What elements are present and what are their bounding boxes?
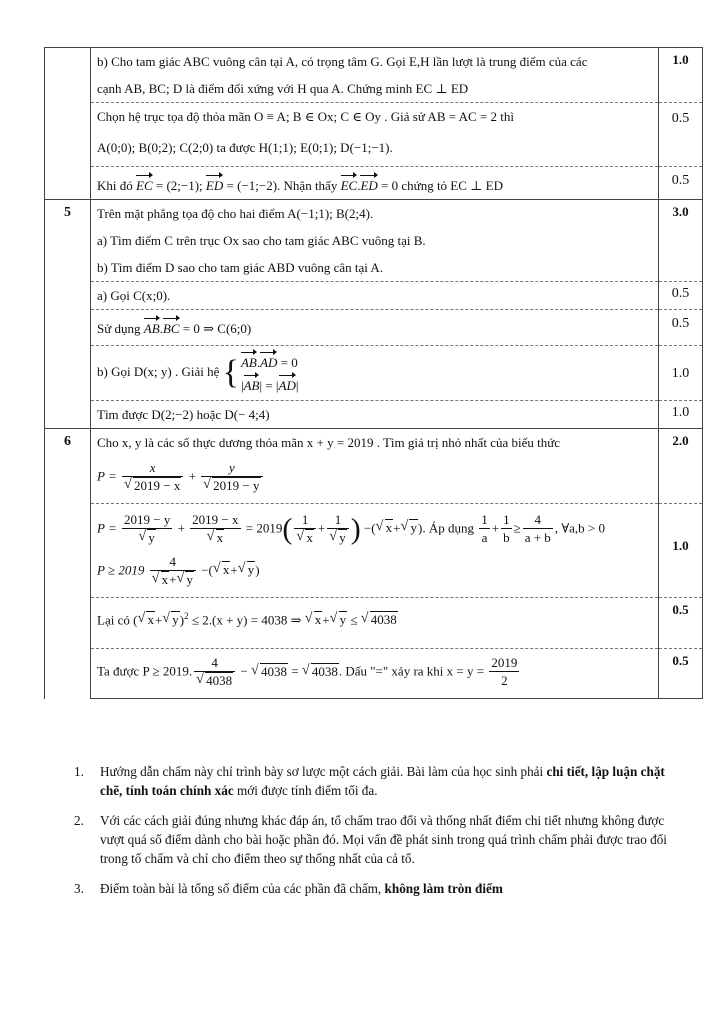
q6-step2: Lại có (√ x+√ y)$^2$ ≤ 2.(x + y) = 4038 ⇒ √ x+√ y ≤ √ 4038: [91, 598, 658, 648]
vector-ed: ED: [206, 173, 223, 196]
equation-system: { AB.AD = 0 |AB| = |AD|: [223, 350, 299, 396]
q5-prompt-line3: b) Tìm điểm D sao cho tam giác ABD vuông cân tại A.: [97, 260, 384, 275]
q6-step1-line2: P ≥ 2019 4 √ x+√ y −(√ x+√ y): [91, 550, 658, 597]
grading-notes: [74, 762, 674, 909]
q6-p-definition: P = x √ 2019 − x + y √ 2019 − y: [91, 456, 658, 503]
note-item: 2. Với các cách giải đúng nhưng khác đáp án, tổ chấm trao đổi và thống nhất điểm chi tiết nhưng không được vượt quá số điểm dành cho bài hoặc phần đó. Mọi vấn đề phát sinh trong quá trình chấm phải được trao đổi trong tổ chấm và chỉ cho điểm theo sự thống nhất của cả tổ.: [74, 813, 667, 866]
q5b-step2-row: [45, 401, 703, 429]
q5b-step2: Tìm được D(2;−2) hoặc D(− 4;4): [97, 407, 270, 422]
q4b-step1-line2: A(0;0); B(0;2); C(2;0) ta được H(1;1); E(0;1); D(−1;−1).: [97, 140, 393, 155]
q5b-step1-score: 1.0: [671, 366, 690, 381]
q4b-step1-line1: Chọn hệ trục tọa độ thỏa mãn O ≡ A; B ∈ Ox; C ∈ Oy . Giả sử AB = AC = 2 thì: [97, 109, 514, 124]
q6-step1-row: [45, 504, 703, 598]
q5-prompt-line2: a) Tìm điểm C trên trục Ox sao cho tam giác ABC vuông tại B.: [97, 233, 426, 248]
q6-step2-score: 0.5: [672, 602, 689, 617]
note-item: 1. Hướng dẫn chấm này chỉ trình bày sơ lược một cách giải. Bài làm của học sinh phải chi tiết, lập luận chặt chẽ, tính toán chính xác mới được tính điểm tối đa.: [74, 764, 665, 798]
q6-step2-row: [45, 598, 703, 649]
q6-step3-row: [45, 649, 703, 699]
q5a-step2-score: 0.5: [671, 316, 690, 331]
vector-ab: AB: [144, 316, 160, 339]
q5a-step2: Sử dụng AB.BC = 0 ⇒ C(6;0): [91, 310, 658, 345]
q6-step3-score: 0.5: [672, 653, 689, 669]
vector-ec-dot: EC: [341, 173, 358, 196]
vector-ec: EC: [136, 173, 153, 196]
q6-prompt-row: [45, 429, 703, 504]
q5a-step1-row: [45, 282, 703, 310]
q5a-step1-score: 0.5: [671, 286, 690, 301]
q6-step3: Ta được P ≥ 2019. 4 √ 4038 − √ 4038 = √ 4038. Dấu "=" xảy ra khi x = y = $\frac{2019}{2}$: [91, 649, 658, 698]
q6-score: 2.0: [672, 433, 689, 448]
vector-bc: BC: [163, 316, 180, 339]
q4b-step1-score: 0.5: [671, 111, 690, 126]
q5a-step1: a) Gọi C(x;0).: [97, 288, 171, 303]
vector-ed-dot: ED: [360, 173, 377, 196]
q5-prompt-row: [45, 200, 703, 282]
q4b-step1-row: [45, 103, 703, 167]
q6-number: 6: [45, 429, 91, 699]
q4b-prompt-line1: b) Cho tam giác ABC vuông cân tại A, có trọng tâm G. Gọi E,H lần lượt là trung điểm của các: [97, 54, 588, 69]
q5b-step1-row: [45, 346, 703, 401]
q4b-prompt-line2: cạnh AB, BC; D là điểm đối xứng với H qua A. Chứng minh EC ⊥ ED: [97, 81, 469, 96]
q4b-step2-line: Khi đó EC = (2;−1); ED = (−1;−2). Nhận thấy EC.ED = 0 chứng tỏ EC ⊥ ED: [91, 167, 658, 199]
q6-step1-score: 1.0: [672, 538, 689, 553]
q4b-score: 1.0: [672, 52, 689, 67]
grading-table: [44, 47, 703, 699]
q6-step1-line1: P = 2019 − y √ y + 2019 − x √ x = 2019( 1 √ x + 1 √ y ) −(√ x+√ y). Áp dụng $\frac{1}{a}$ + $\frac{1}{b}$ ≥ $\frac{4}{a + b}$ , ∀a,b > 0: [91, 504, 658, 550]
q5-score: 3.0: [672, 204, 689, 219]
q5a-step2-row: [45, 310, 703, 346]
q5b-step2-score: 1.0: [671, 405, 690, 420]
q4b-step2-row: [45, 167, 703, 200]
q5-number: 5: [45, 200, 91, 429]
q5b-step1: b) Gọi D(x; y) . Giải hệ { AB.AD = 0 |AB| = |AD|: [91, 346, 658, 400]
note-item: 3. Điểm toàn bài là tổng số điểm của các phần đã chấm, không làm tròn điểm: [74, 881, 503, 896]
q5-prompt-line1: Trên mặt phẳng tọa độ cho hai điểm A(−1;1); B(2;4).: [97, 206, 374, 221]
q6-prompt: Cho x, y là các số thực dương thỏa mãn x + y = 2019 . Tìm giá trị nhỏ nhất của biểu thức: [97, 435, 561, 450]
q4b-step2-score: 0.5: [671, 173, 690, 188]
q4b-prompt-row: [45, 48, 703, 103]
q4-number-cell: [45, 48, 91, 200]
